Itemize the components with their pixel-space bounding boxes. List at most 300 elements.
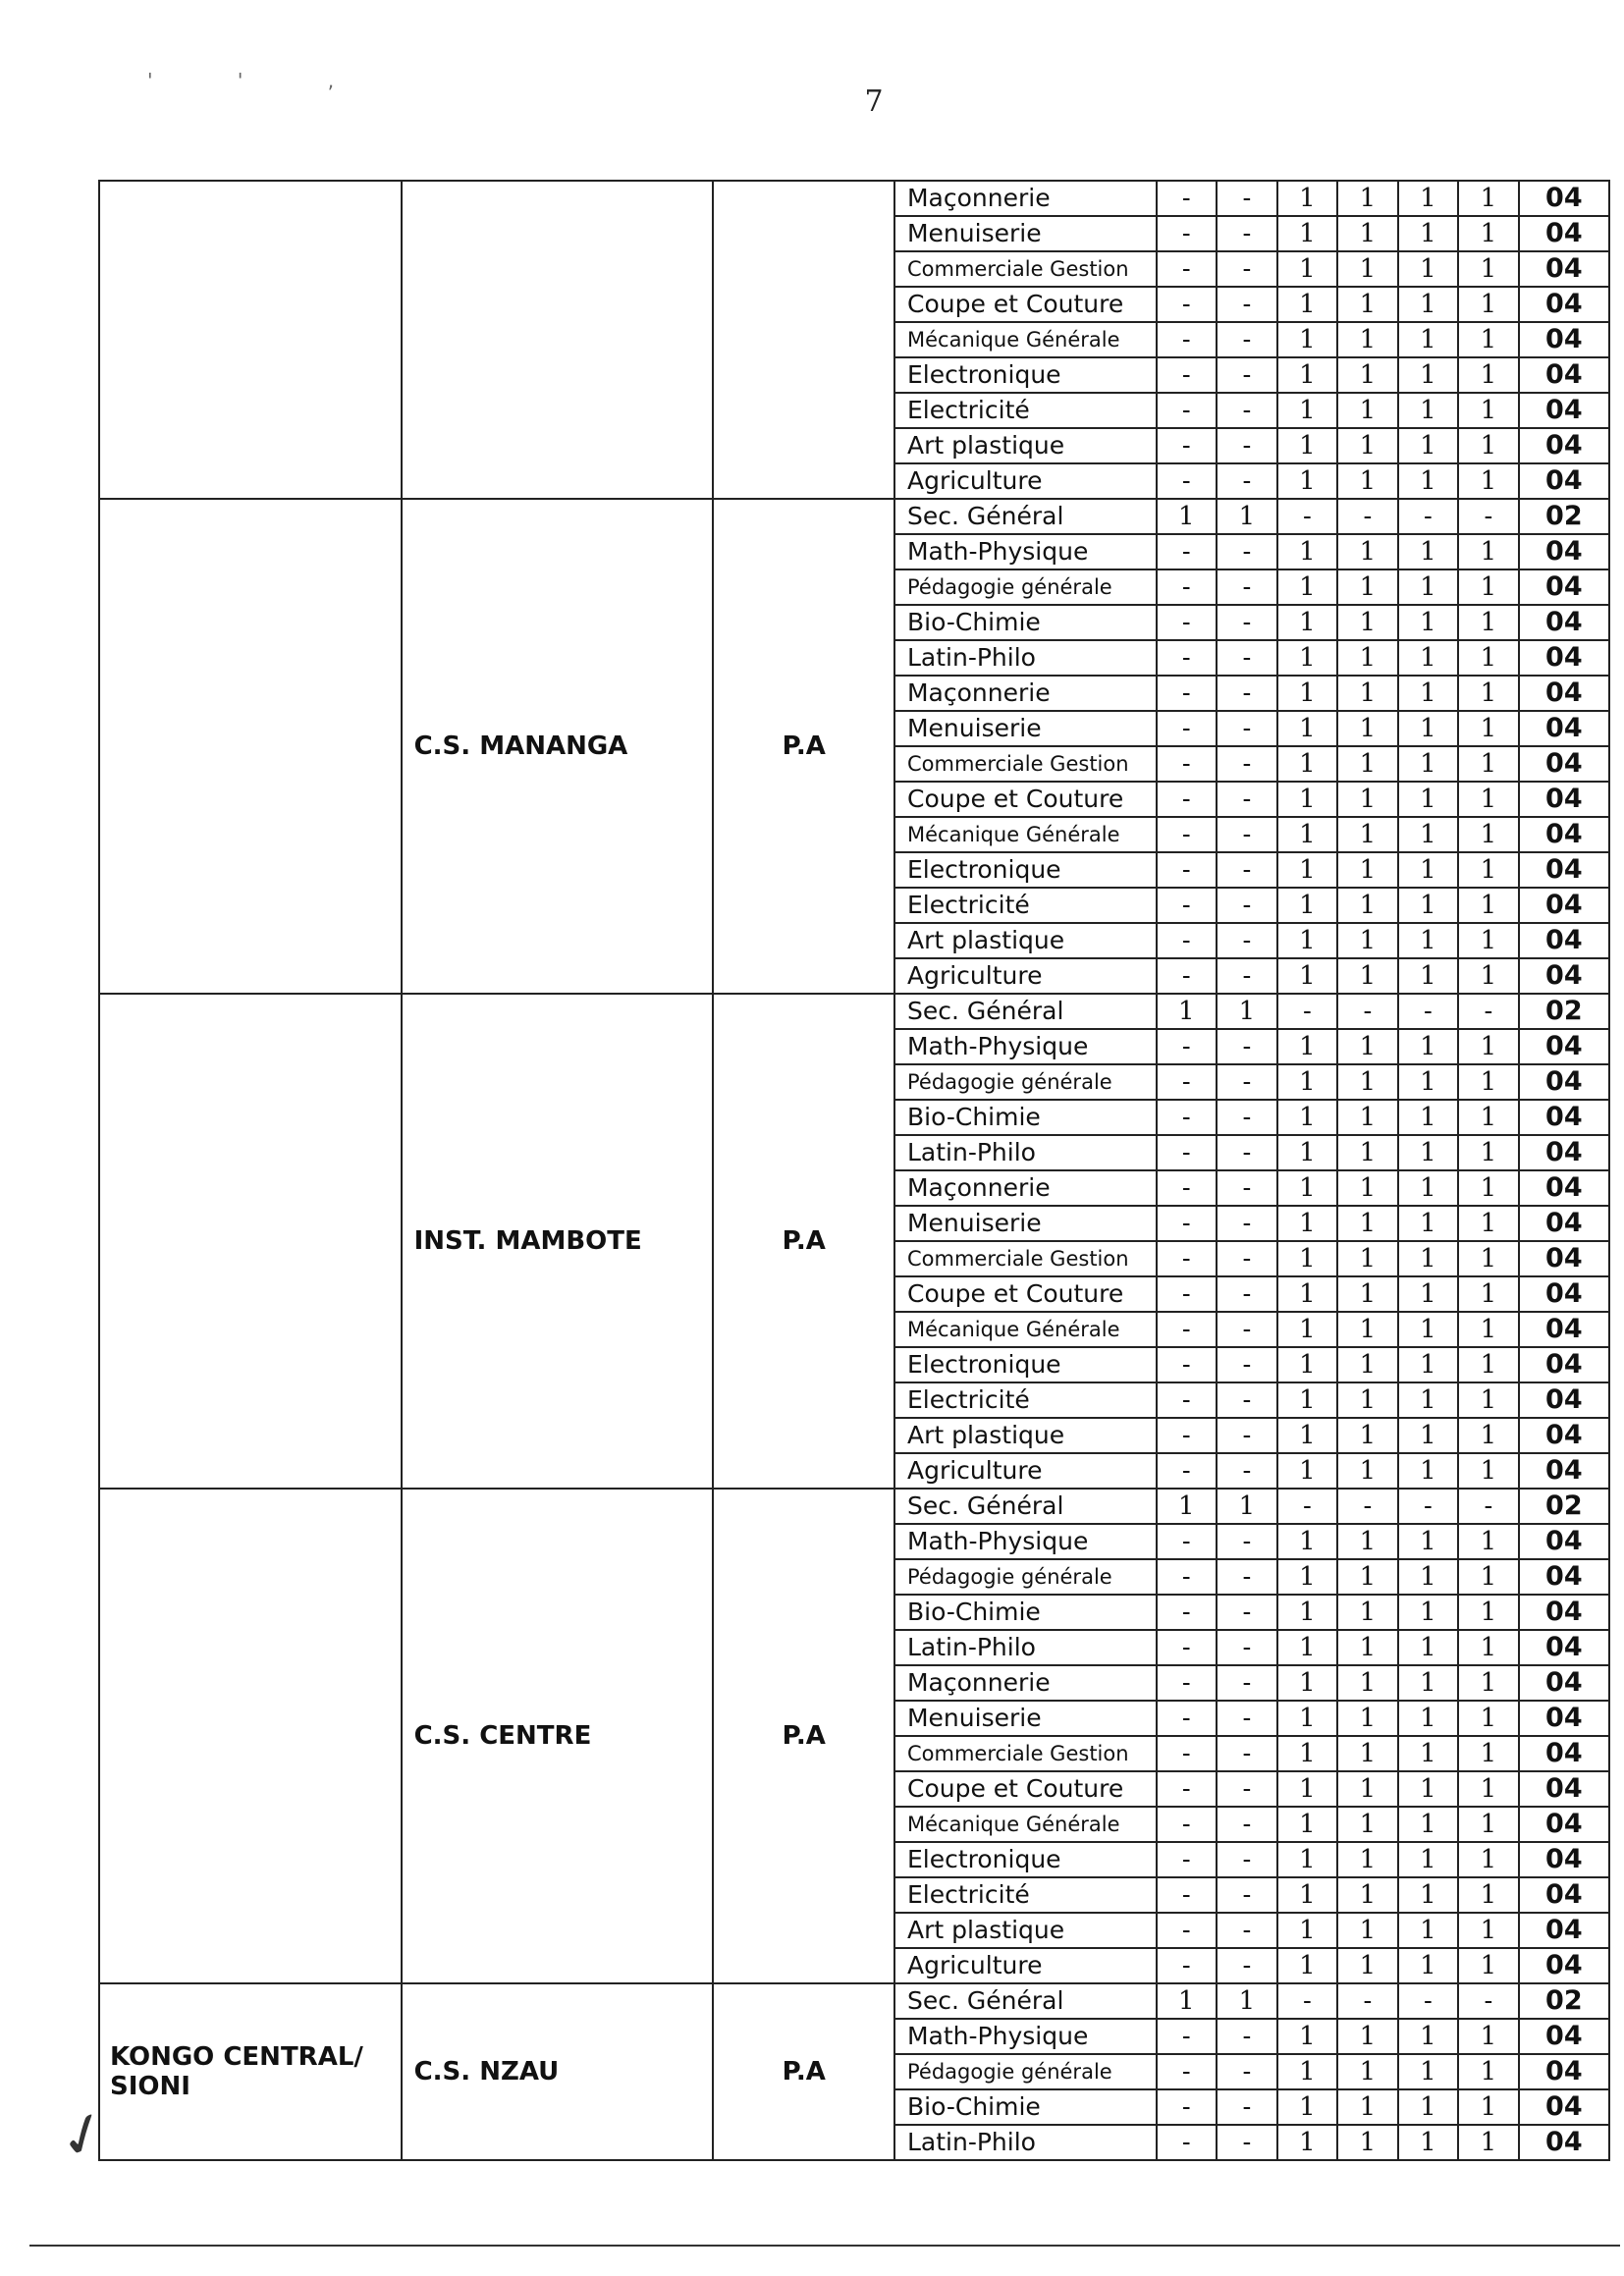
total-cell: 04	[1519, 428, 1609, 463]
count-cell: 1	[1337, 1347, 1398, 1382]
count-cell: 1	[1277, 1064, 1338, 1100]
count-cell: -	[1217, 1453, 1277, 1489]
count-cell: 1	[1458, 1312, 1519, 1347]
count-cell: 1	[1277, 852, 1338, 888]
count-cell: -	[1398, 994, 1459, 1029]
count-cell: 1	[1277, 605, 1338, 640]
total-cell: 04	[1519, 1312, 1609, 1347]
count-cell: 1	[1277, 1807, 1338, 1842]
option-cell: Pédagogie générale	[894, 2054, 1157, 2089]
count-cell: -	[1157, 1842, 1218, 1877]
count-cell: -	[1157, 1347, 1218, 1382]
option-cell: Coupe et Couture	[894, 287, 1157, 322]
count-cell: 1	[1277, 1913, 1338, 1948]
count-cell: 1	[1337, 1206, 1398, 1241]
total-cell: 04	[1519, 463, 1609, 499]
count-cell: -	[1157, 1559, 1218, 1595]
count-cell: 1	[1337, 393, 1398, 428]
option-cell: Art plastique	[894, 923, 1157, 958]
count-cell: 1	[1277, 1701, 1338, 1736]
option-cell: Bio-Chimie	[894, 2089, 1157, 2125]
option-cell: Commerciale Gestion	[894, 1736, 1157, 1771]
count-cell: 1	[1277, 251, 1338, 287]
count-cell: 1	[1458, 1807, 1519, 1842]
count-cell: -	[1217, 1418, 1277, 1453]
count-cell: 1	[1277, 216, 1338, 251]
count-cell: 1	[1458, 782, 1519, 817]
count-cell: 1	[1398, 1453, 1459, 1489]
count-cell: 1	[1458, 817, 1519, 852]
count-cell: -	[1217, 1100, 1277, 1135]
count-cell: -	[1157, 1913, 1218, 1948]
count-cell: 1	[1337, 1382, 1398, 1418]
count-cell: 1	[1458, 1241, 1519, 1276]
count-cell: 1	[1337, 428, 1398, 463]
option-cell: Latin-Philo	[894, 1630, 1157, 1665]
count-cell: -	[1458, 1489, 1519, 1524]
count-cell: 1	[1458, 428, 1519, 463]
count-cell: -	[1157, 888, 1218, 923]
status-cell: P.A	[713, 994, 894, 1489]
option-cell: Menuiserie	[894, 1206, 1157, 1241]
count-cell: 1	[1337, 1913, 1398, 1948]
count-cell: 1	[1277, 1135, 1338, 1170]
count-cell: -	[1157, 1382, 1218, 1418]
count-cell: -	[1217, 2125, 1277, 2160]
total-cell: 04	[1519, 1595, 1609, 1630]
count-cell: -	[1217, 1029, 1277, 1064]
count-cell: 1	[1458, 181, 1519, 216]
count-cell: 1	[1458, 1948, 1519, 1983]
count-cell: 1	[1398, 676, 1459, 711]
count-cell: -	[1217, 1559, 1277, 1595]
total-cell: 04	[1519, 534, 1609, 569]
count-cell: 1	[1277, 1842, 1338, 1877]
option-cell: Sec. Général	[894, 994, 1157, 1029]
count-cell: -	[1217, 1630, 1277, 1665]
count-cell: 1	[1458, 1029, 1519, 1064]
count-cell: 1	[1398, 1241, 1459, 1276]
count-cell: 1	[1398, 711, 1459, 746]
province-cell	[99, 1489, 402, 1983]
count-cell: 1	[1398, 1842, 1459, 1877]
count-cell: -	[1157, 1630, 1218, 1665]
count-cell: 1	[1217, 994, 1277, 1029]
count-cell: 1	[1458, 640, 1519, 676]
count-cell: 1	[1277, 958, 1338, 994]
count-cell: -	[1157, 1418, 1218, 1453]
count-cell: -	[1217, 1347, 1277, 1382]
handwritten-mark: ✓	[48, 2094, 119, 2177]
count-cell: -	[1217, 1382, 1277, 1418]
count-cell: -	[1157, 2019, 1218, 2054]
count-cell: -	[1157, 393, 1218, 428]
option-cell: Math-Physique	[894, 2019, 1157, 2054]
count-cell: -	[1157, 569, 1218, 605]
count-cell: 1	[1337, 534, 1398, 569]
count-cell: -	[1277, 1983, 1338, 2019]
count-cell: 1	[1398, 1206, 1459, 1241]
total-cell: 04	[1519, 1347, 1609, 1382]
count-cell: 1	[1157, 994, 1218, 1029]
option-cell: Maçonnerie	[894, 181, 1157, 216]
school-name-cell	[402, 181, 714, 499]
total-cell: 04	[1519, 1807, 1609, 1842]
count-cell: 1	[1398, 817, 1459, 852]
option-cell: Sec. Général	[894, 1983, 1157, 2019]
count-cell: 1	[1398, 1877, 1459, 1913]
count-cell: -	[1157, 357, 1218, 393]
count-cell: 1	[1277, 2019, 1338, 2054]
count-cell: 1	[1337, 2054, 1398, 2089]
count-cell: -	[1277, 1489, 1338, 1524]
count-cell: 1	[1398, 1913, 1459, 1948]
count-cell: 1	[1398, 923, 1459, 958]
option-cell: Latin-Philo	[894, 2125, 1157, 2160]
count-cell: 1	[1337, 357, 1398, 393]
count-cell: 1	[1398, 1595, 1459, 1630]
total-cell: 04	[1519, 1913, 1609, 1948]
count-cell: -	[1157, 1241, 1218, 1276]
count-cell: 1	[1277, 1630, 1338, 1665]
count-cell: 1	[1337, 711, 1398, 746]
count-cell: 1	[1217, 499, 1277, 534]
count-cell: 1	[1337, 181, 1398, 216]
count-cell: -	[1157, 676, 1218, 711]
school-name-cell: C.S. NZAU	[402, 1983, 714, 2160]
total-cell: 04	[1519, 711, 1609, 746]
option-cell: Menuiserie	[894, 711, 1157, 746]
count-cell: -	[1157, 1771, 1218, 1807]
total-cell: 04	[1519, 357, 1609, 393]
count-cell: -	[1157, 1701, 1218, 1736]
count-cell: 1	[1458, 923, 1519, 958]
school-allocation-table	[98, 180, 1610, 2161]
count-cell: 1	[1458, 357, 1519, 393]
total-cell: 04	[1519, 1170, 1609, 1206]
total-cell: 04	[1519, 569, 1609, 605]
count-cell: -	[1157, 463, 1218, 499]
count-cell: 1	[1398, 428, 1459, 463]
count-cell: 1	[1458, 605, 1519, 640]
count-cell: 1	[1398, 216, 1459, 251]
count-cell: -	[1217, 676, 1277, 711]
total-cell: 04	[1519, 782, 1609, 817]
count-cell: -	[1157, 287, 1218, 322]
count-cell: -	[1157, 251, 1218, 287]
count-cell: 1	[1458, 287, 1519, 322]
count-cell: 1	[1398, 1100, 1459, 1135]
count-cell: 1	[1337, 1241, 1398, 1276]
count-cell: 1	[1277, 1524, 1338, 1559]
count-cell: 1	[1458, 216, 1519, 251]
count-cell: 1	[1277, 1736, 1338, 1771]
option-cell: Mécanique Générale	[894, 1312, 1157, 1347]
count-cell: -	[1157, 2054, 1218, 2089]
count-cell: 1	[1458, 569, 1519, 605]
count-cell: 1	[1337, 287, 1398, 322]
status-cell	[713, 181, 894, 499]
count-cell: -	[1157, 1453, 1218, 1489]
total-cell: 04	[1519, 1276, 1609, 1312]
count-cell: -	[1217, 463, 1277, 499]
count-cell: 1	[1398, 463, 1459, 499]
count-cell: 1	[1398, 1701, 1459, 1736]
count-cell: -	[1157, 817, 1218, 852]
option-cell: Art plastique	[894, 428, 1157, 463]
option-cell: Electricité	[894, 1877, 1157, 1913]
count-cell: 1	[1458, 1347, 1519, 1382]
total-cell: 04	[1519, 1241, 1609, 1276]
count-cell: 1	[1398, 251, 1459, 287]
count-cell: 1	[1337, 1665, 1398, 1701]
count-cell: 1	[1398, 1948, 1459, 1983]
count-cell: 1	[1337, 251, 1398, 287]
count-cell: -	[1217, 817, 1277, 852]
count-cell: -	[1217, 605, 1277, 640]
count-cell: 1	[1337, 746, 1398, 782]
count-cell: 1	[1337, 1312, 1398, 1347]
count-cell: -	[1157, 1807, 1218, 1842]
count-cell: 1	[1337, 463, 1398, 499]
total-cell: 04	[1519, 287, 1609, 322]
count-cell: -	[1217, 923, 1277, 958]
count-cell: -	[1157, 1170, 1218, 1206]
count-cell: 1	[1337, 1630, 1398, 1665]
count-cell: -	[1217, 1842, 1277, 1877]
count-cell: -	[1157, 2125, 1218, 2160]
count-cell: 1	[1277, 2054, 1338, 2089]
count-cell: 1	[1277, 1382, 1338, 1418]
count-cell: -	[1217, 1524, 1277, 1559]
province-cell: KONGO CENTRAL/ SIONI	[99, 1983, 402, 2160]
total-cell: 04	[1519, 2054, 1609, 2089]
count-cell: -	[1217, 2089, 1277, 2125]
count-cell: -	[1217, 958, 1277, 994]
count-cell: -	[1398, 1489, 1459, 1524]
option-cell: Math-Physique	[894, 1029, 1157, 1064]
count-cell: -	[1217, 1064, 1277, 1100]
option-cell: Electricité	[894, 888, 1157, 923]
count-cell: 1	[1277, 1418, 1338, 1453]
total-cell: 02	[1519, 499, 1609, 534]
count-cell: 1	[1337, 1771, 1398, 1807]
count-cell: 1	[1458, 746, 1519, 782]
count-cell: 1	[1458, 2054, 1519, 2089]
count-cell: -	[1217, 1276, 1277, 1312]
option-cell: Commerciale Gestion	[894, 251, 1157, 287]
count-cell: 1	[1458, 1913, 1519, 1948]
count-cell: -	[1217, 2054, 1277, 2089]
count-cell: 1	[1337, 1170, 1398, 1206]
count-cell: 1	[1398, 958, 1459, 994]
count-cell: 1	[1398, 782, 1459, 817]
count-cell: 1	[1277, 1948, 1338, 1983]
count-cell: 1	[1398, 640, 1459, 676]
count-cell: 1	[1458, 1064, 1519, 1100]
count-cell: -	[1337, 1983, 1398, 2019]
option-cell: Electronique	[894, 1842, 1157, 1877]
count-cell: 1	[1277, 181, 1338, 216]
count-cell: -	[1217, 1135, 1277, 1170]
option-cell: Mécanique Générale	[894, 817, 1157, 852]
total-cell: 04	[1519, 1206, 1609, 1241]
option-cell: Math-Physique	[894, 1524, 1157, 1559]
option-cell: Mécanique Générale	[894, 322, 1157, 357]
count-cell: -	[1398, 1983, 1459, 2019]
total-cell: 04	[1519, 676, 1609, 711]
count-cell: 1	[1398, 287, 1459, 322]
table-row	[99, 1489, 1609, 1524]
count-cell: 1	[1277, 711, 1338, 746]
count-cell: 1	[1458, 1559, 1519, 1595]
count-cell: -	[1217, 322, 1277, 357]
count-cell: 1	[1458, 463, 1519, 499]
option-cell: Commerciale Gestion	[894, 746, 1157, 782]
status-cell: P.A	[713, 1489, 894, 1983]
page-number: 7	[864, 84, 884, 119]
count-cell: 1	[1398, 888, 1459, 923]
count-cell: -	[1217, 1913, 1277, 1948]
count-cell: 1	[1398, 2089, 1459, 2125]
count-cell: 1	[1337, 1842, 1398, 1877]
total-cell: 04	[1519, 322, 1609, 357]
count-cell: 1	[1398, 1418, 1459, 1453]
count-cell: -	[1217, 852, 1277, 888]
count-cell: 1	[1458, 852, 1519, 888]
total-cell: 04	[1519, 817, 1609, 852]
count-cell: 1	[1157, 1489, 1218, 1524]
count-cell: -	[1217, 1241, 1277, 1276]
table-row	[99, 1983, 1609, 2019]
total-cell: 04	[1519, 1453, 1609, 1489]
count-cell: -	[1217, 1665, 1277, 1701]
total-cell: 04	[1519, 605, 1609, 640]
total-cell: 04	[1519, 181, 1609, 216]
province-cell	[99, 499, 402, 994]
count-cell: -	[1157, 746, 1218, 782]
count-cell: -	[1157, 1665, 1218, 1701]
total-cell: 02	[1519, 994, 1609, 1029]
count-cell: 1	[1337, 923, 1398, 958]
option-cell: Coupe et Couture	[894, 782, 1157, 817]
count-cell: 1	[1458, 1665, 1519, 1701]
count-cell: 1	[1337, 605, 1398, 640]
count-cell: 1	[1458, 1877, 1519, 1913]
count-cell: 1	[1458, 2089, 1519, 2125]
count-cell: 1	[1277, 322, 1338, 357]
count-cell: 1	[1458, 1630, 1519, 1665]
count-cell: 1	[1217, 1489, 1277, 1524]
count-cell: -	[1217, 1206, 1277, 1241]
count-cell: 1	[1398, 1736, 1459, 1771]
count-cell: 1	[1337, 1877, 1398, 1913]
count-cell: 1	[1277, 393, 1338, 428]
status-cell: P.A	[713, 1983, 894, 2160]
count-cell: 1	[1458, 1206, 1519, 1241]
count-cell: 1	[1458, 251, 1519, 287]
count-cell: 1	[1398, 1559, 1459, 1595]
total-cell: 04	[1519, 746, 1609, 782]
count-cell: 1	[1458, 888, 1519, 923]
count-cell: 1	[1337, 1559, 1398, 1595]
count-cell: -	[1337, 994, 1398, 1029]
count-cell: -	[1217, 640, 1277, 676]
option-cell: Pédagogie générale	[894, 569, 1157, 605]
total-cell: 04	[1519, 393, 1609, 428]
count-cell: 1	[1277, 1665, 1338, 1701]
count-cell: 1	[1277, 923, 1338, 958]
status-cell: P.A	[713, 499, 894, 994]
total-cell: 04	[1519, 1559, 1609, 1595]
count-cell: -	[1337, 499, 1398, 534]
school-name-cell: C.S. MANANGA	[402, 499, 714, 994]
count-cell: 1	[1277, 1453, 1338, 1489]
count-cell: 1	[1277, 1595, 1338, 1630]
count-cell: 1	[1458, 1100, 1519, 1135]
total-cell: 04	[1519, 1665, 1609, 1701]
count-cell: -	[1458, 1983, 1519, 2019]
count-cell: 1	[1337, 817, 1398, 852]
school-name-cell: C.S. CENTRE	[402, 1489, 714, 1983]
count-cell: -	[1157, 923, 1218, 958]
count-cell: 1	[1277, 1029, 1338, 1064]
total-cell: 04	[1519, 216, 1609, 251]
count-cell: 1	[1398, 1382, 1459, 1418]
total-cell: 04	[1519, 1771, 1609, 1807]
count-cell: 1	[1398, 1807, 1459, 1842]
count-cell: 1	[1458, 2125, 1519, 2160]
count-cell: -	[1217, 357, 1277, 393]
count-cell: 1	[1398, 1135, 1459, 1170]
option-cell: Menuiserie	[894, 216, 1157, 251]
footer-rule	[29, 2245, 1620, 2247]
option-cell: Art plastique	[894, 1418, 1157, 1453]
count-cell: -	[1217, 181, 1277, 216]
option-cell: Agriculture	[894, 1453, 1157, 1489]
option-cell: Pédagogie générale	[894, 1559, 1157, 1595]
count-cell: 1	[1398, 1064, 1459, 1100]
count-cell: 1	[1337, 1736, 1398, 1771]
count-cell: 1	[1398, 1347, 1459, 1382]
count-cell: -	[1217, 1771, 1277, 1807]
count-cell: 1	[1398, 534, 1459, 569]
count-cell: 1	[1458, 534, 1519, 569]
count-cell: -	[1337, 1489, 1398, 1524]
count-cell: 1	[1277, 463, 1338, 499]
count-cell: 1	[1337, 640, 1398, 676]
count-cell: 1	[1458, 393, 1519, 428]
count-cell: 1	[1337, 1418, 1398, 1453]
total-cell: 04	[1519, 1877, 1609, 1913]
count-cell: -	[1217, 428, 1277, 463]
option-cell: Latin-Philo	[894, 1135, 1157, 1170]
total-cell: 04	[1519, 1418, 1609, 1453]
count-cell: 1	[1458, 1276, 1519, 1312]
total-cell: 04	[1519, 251, 1609, 287]
count-cell: 1	[1337, 2089, 1398, 2125]
option-cell: Electricité	[894, 393, 1157, 428]
count-cell: 1	[1277, 1206, 1338, 1241]
total-cell: 04	[1519, 2019, 1609, 2054]
count-cell: 1	[1337, 1135, 1398, 1170]
count-cell: -	[1157, 1595, 1218, 1630]
count-cell: 1	[1277, 2089, 1338, 2125]
option-cell: Menuiserie	[894, 1701, 1157, 1736]
total-cell: 04	[1519, 1630, 1609, 1665]
count-cell: 1	[1277, 817, 1338, 852]
count-cell: 1	[1398, 1170, 1459, 1206]
